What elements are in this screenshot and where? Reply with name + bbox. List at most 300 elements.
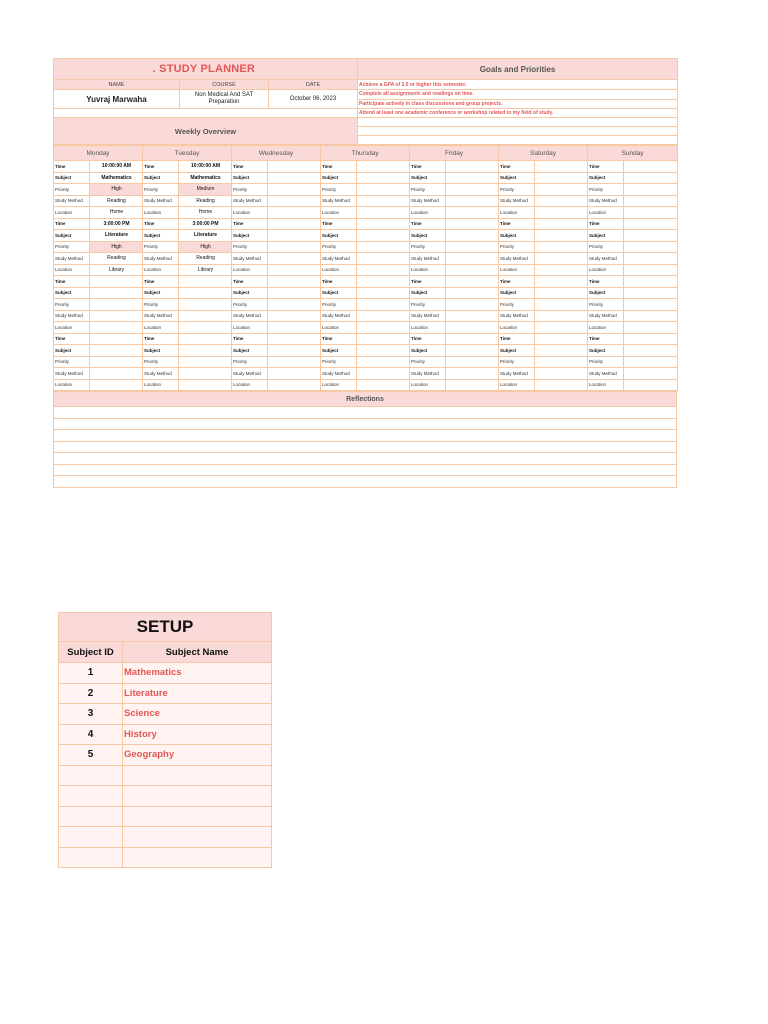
goal-item[interactable]: Complete all assignments and readings on time. <box>358 90 678 100</box>
field-label-subject: Subject <box>143 230 179 242</box>
thursday-priority-cell[interactable] <box>357 184 410 196</box>
field-label-location: Location <box>54 322 90 334</box>
saturday-location-cell[interactable] <box>535 264 588 276</box>
friday-location-cell[interactable] <box>446 207 499 219</box>
course-value[interactable]: Non Medical And SAT Preparation <box>180 90 269 109</box>
monday-location-cell[interactable]: Home <box>90 207 143 219</box>
tuesday-method-cell[interactable] <box>179 310 232 322</box>
field-label-time: Time <box>54 218 90 230</box>
field-label-time: Time <box>499 161 535 173</box>
thursday-method-cell[interactable] <box>357 195 410 207</box>
planner-header-table <box>53 58 678 145</box>
subject-id-cell[interactable] <box>59 765 123 786</box>
field-label-priority: Priority <box>499 184 535 196</box>
field-label-location: Location <box>232 264 268 276</box>
wednesday-location-cell[interactable] <box>268 379 321 391</box>
saturday-location-cell[interactable] <box>535 207 588 219</box>
monday-subject-cell[interactable]: Literature <box>90 230 143 242</box>
field-label-location: Location <box>588 207 624 219</box>
tuesday-time-cell[interactable]: 3:00:00 PM <box>179 218 232 230</box>
wednesday-subject-cell[interactable] <box>268 345 321 357</box>
setup-title: SETUP <box>59 613 272 642</box>
tuesday-time-cell[interactable]: 10:00:00 AM <box>179 161 232 173</box>
field-label-priority: Priority <box>321 241 357 253</box>
day-header-saturday: Saturday <box>499 146 588 161</box>
field-label-priority: Priority <box>143 241 179 253</box>
wednesday-time-cell[interactable] <box>268 218 321 230</box>
wednesday-method-cell[interactable] <box>268 195 321 207</box>
subject-name-cell[interactable] <box>123 765 272 786</box>
goals-title: Goals and Priorities <box>358 59 678 80</box>
subject-id-cell[interactable] <box>59 827 123 848</box>
field-label-time: Time <box>588 218 624 230</box>
saturday-method-cell[interactable] <box>535 195 588 207</box>
field-label-priority: Priority <box>499 241 535 253</box>
reflection-line[interactable] <box>54 453 677 465</box>
wednesday-subject-cell[interactable] <box>268 172 321 184</box>
field-label-time: Time <box>588 161 624 173</box>
subject-id-cell[interactable] <box>59 806 123 827</box>
reflection-line[interactable] <box>54 464 677 476</box>
sunday-method-cell[interactable] <box>624 310 678 322</box>
wednesday-time-cell[interactable] <box>268 161 321 173</box>
friday-priority-cell[interactable] <box>446 356 499 368</box>
field-label-method: Study Method <box>410 195 446 207</box>
reflection-line[interactable] <box>54 441 677 453</box>
friday-subject-cell[interactable] <box>446 287 499 299</box>
monday-time-cell[interactable]: 3:00:00 PM <box>90 218 143 230</box>
field-label-subject: Subject <box>54 230 90 242</box>
thursday-time-cell[interactable] <box>357 276 410 288</box>
field-label-subject: Subject <box>321 345 357 357</box>
tuesday-time-cell[interactable] <box>179 276 232 288</box>
field-label-time: Time <box>54 276 90 288</box>
field-label-location: Location <box>410 207 446 219</box>
monday-time-cell[interactable] <box>90 333 143 345</box>
subject-name-cell[interactable]: History <box>123 724 272 745</box>
thursday-method-cell[interactable] <box>357 368 410 380</box>
tuesday-subject-cell[interactable] <box>179 345 232 357</box>
field-label-location: Location <box>499 322 535 334</box>
monday-location-cell[interactable] <box>90 322 143 334</box>
saturday-priority-cell[interactable] <box>535 184 588 196</box>
friday-method-cell[interactable] <box>446 253 499 265</box>
monday-time-cell[interactable]: 10:00:00 AM <box>90 161 143 173</box>
wednesday-subject-cell[interactable] <box>268 230 321 242</box>
sunday-subject-cell[interactable] <box>624 345 678 357</box>
monday-method-cell[interactable]: Reading <box>90 195 143 207</box>
monday-priority-cell[interactable] <box>90 356 143 368</box>
monday-priority-cell[interactable]: High <box>90 241 143 253</box>
saturday-time-cell[interactable] <box>535 276 588 288</box>
subject-name-cell[interactable]: Literature <box>123 683 272 704</box>
sunday-subject-cell[interactable] <box>624 230 678 242</box>
field-label-method: Study Method <box>499 368 535 380</box>
field-label-time: Time <box>588 276 624 288</box>
field-label-subject: Subject <box>499 230 535 242</box>
field-label-time: Time <box>232 161 268 173</box>
field-label-subject: Subject <box>499 345 535 357</box>
subject-id-cell[interactable]: 1 <box>59 663 123 684</box>
field-label-location: Location <box>321 207 357 219</box>
friday-method-cell[interactable] <box>446 195 499 207</box>
field-label-location: Location <box>410 264 446 276</box>
goal-item-empty[interactable] <box>358 136 678 145</box>
field-label-method: Study Method <box>232 368 268 380</box>
field-label-subject: Subject <box>588 345 624 357</box>
field-label-time: Time <box>410 161 446 173</box>
thursday-method-cell[interactable] <box>357 310 410 322</box>
tuesday-location-cell[interactable] <box>179 322 232 334</box>
sunday-location-cell[interactable] <box>624 379 678 391</box>
monday-subject-cell[interactable] <box>90 345 143 357</box>
field-label-method: Study Method <box>588 195 624 207</box>
friday-time-cell[interactable] <box>446 276 499 288</box>
field-label-location: Location <box>588 264 624 276</box>
subject-name-cell[interactable] <box>123 847 272 868</box>
wednesday-method-cell[interactable] <box>268 310 321 322</box>
wednesday-method-cell[interactable] <box>268 253 321 265</box>
field-label-time: Time <box>54 333 90 345</box>
friday-location-cell[interactable] <box>446 322 499 334</box>
sunday-method-cell[interactable] <box>624 195 678 207</box>
friday-priority-cell[interactable] <box>446 241 499 253</box>
subject-name-cell[interactable] <box>123 827 272 848</box>
field-label-method: Study Method <box>321 253 357 265</box>
field-label-priority: Priority <box>54 241 90 253</box>
saturday-method-cell[interactable] <box>535 253 588 265</box>
field-label-method: Study Method <box>232 195 268 207</box>
day-header-sunday: Sunday <box>588 146 678 161</box>
field-label-location: Location <box>232 379 268 391</box>
goal-item[interactable]: Participate actively in class discussions and group projects. <box>358 99 678 109</box>
field-label-subject: Subject <box>54 172 90 184</box>
monday-time-cell[interactable] <box>90 276 143 288</box>
tuesday-method-cell[interactable] <box>179 368 232 380</box>
wednesday-location-cell[interactable] <box>268 264 321 276</box>
field-label-subject: Subject <box>143 172 179 184</box>
friday-method-cell[interactable] <box>446 368 499 380</box>
field-label-subject: Subject <box>321 172 357 184</box>
field-label-method: Study Method <box>499 195 535 207</box>
tuesday-time-cell[interactable] <box>179 333 232 345</box>
wednesday-priority-cell[interactable] <box>268 356 321 368</box>
field-label-time: Time <box>143 218 179 230</box>
field-label-time: Time <box>143 161 179 173</box>
weekly-schedule-table <box>53 145 678 391</box>
field-label-time: Time <box>410 333 446 345</box>
field-label-time: Time <box>321 218 357 230</box>
date-value[interactable]: October 06, 2023 <box>269 90 358 109</box>
field-label-time: Time <box>499 276 535 288</box>
thursday-method-cell[interactable] <box>357 253 410 265</box>
field-label-priority: Priority <box>588 299 624 311</box>
field-label-location: Location <box>410 322 446 334</box>
friday-time-cell[interactable] <box>446 161 499 173</box>
saturday-location-cell[interactable] <box>535 322 588 334</box>
monday-method-cell[interactable] <box>90 310 143 322</box>
tuesday-subject-cell[interactable] <box>179 287 232 299</box>
field-label-location: Location <box>321 322 357 334</box>
monday-method-cell[interactable]: Reading <box>90 253 143 265</box>
thursday-subject-cell[interactable] <box>357 230 410 242</box>
field-label-method: Study Method <box>143 368 179 380</box>
goal-item[interactable]: Achieve a GPA of 3.5 or higher this semester. <box>358 80 678 90</box>
goal-item-empty[interactable] <box>358 127 678 136</box>
sunday-location-cell[interactable] <box>624 322 678 334</box>
sunday-time-cell[interactable] <box>624 333 678 345</box>
sunday-priority-cell[interactable] <box>624 299 678 311</box>
subject-name-cell[interactable]: Mathematics <box>123 663 272 684</box>
tuesday-location-cell[interactable]: Home <box>179 207 232 219</box>
reflection-line[interactable] <box>54 407 677 419</box>
field-label-method: Study Method <box>499 253 535 265</box>
field-label-method: Study Method <box>588 368 624 380</box>
tuesday-priority-cell[interactable]: Medium <box>179 184 232 196</box>
field-label-priority: Priority <box>410 241 446 253</box>
field-label-method: Study Method <box>143 195 179 207</box>
field-label-method: Study Method <box>54 368 90 380</box>
field-label-priority: Priority <box>54 184 90 196</box>
field-label-priority: Priority <box>54 356 90 368</box>
field-label-time: Time <box>321 276 357 288</box>
tuesday-subject-cell[interactable]: Literature <box>179 230 232 242</box>
field-label-method: Study Method <box>321 368 357 380</box>
field-label-time: Time <box>232 218 268 230</box>
subject-name-cell[interactable]: Science <box>123 704 272 725</box>
field-label-location: Location <box>54 264 90 276</box>
field-label-method: Study Method <box>54 195 90 207</box>
goal-item-empty[interactable] <box>358 118 678 127</box>
monday-priority-cell[interactable]: High <box>90 184 143 196</box>
name-value[interactable]: Yuvraj Marwaha <box>54 90 180 109</box>
tuesday-priority-cell[interactable]: High <box>179 241 232 253</box>
tuesday-priority-cell[interactable] <box>179 299 232 311</box>
wednesday-priority-cell[interactable] <box>268 241 321 253</box>
reflection-line[interactable] <box>54 418 677 430</box>
sunday-priority-cell[interactable] <box>624 241 678 253</box>
monday-location-cell[interactable]: Library <box>90 264 143 276</box>
thursday-priority-cell[interactable] <box>357 241 410 253</box>
field-label-location: Location <box>588 379 624 391</box>
field-label-location: Location <box>588 322 624 334</box>
saturday-priority-cell[interactable] <box>535 356 588 368</box>
field-label-priority: Priority <box>588 241 624 253</box>
field-label-priority: Priority <box>588 356 624 368</box>
saturday-time-cell[interactable] <box>535 333 588 345</box>
wednesday-priority-cell[interactable] <box>268 184 321 196</box>
sunday-method-cell[interactable] <box>624 368 678 380</box>
day-header-friday: Friday <box>410 146 499 161</box>
field-label-subject: Subject <box>232 287 268 299</box>
field-label-method: Study Method <box>410 310 446 322</box>
planner-title: .⁠⁠⁠⁠ STUDY PLANNER ⁠⁠⁠⁠⁠ <box>54 59 358 80</box>
field-label-method: Study Method <box>232 253 268 265</box>
field-label-location: Location <box>232 207 268 219</box>
subject-name-header: Subject Name <box>123 642 272 663</box>
thursday-location-cell[interactable] <box>357 207 410 219</box>
saturday-subject-cell[interactable] <box>535 287 588 299</box>
sunday-location-cell[interactable] <box>624 264 678 276</box>
field-label-subject: Subject <box>410 172 446 184</box>
monday-subject-cell[interactable]: Mathematics <box>90 172 143 184</box>
friday-priority-cell[interactable] <box>446 299 499 311</box>
sunday-location-cell[interactable] <box>624 207 678 219</box>
field-label-location: Location <box>499 207 535 219</box>
sunday-method-cell[interactable] <box>624 253 678 265</box>
sunday-subject-cell[interactable] <box>624 287 678 299</box>
wednesday-time-cell[interactable] <box>268 276 321 288</box>
tuesday-method-cell[interactable]: Reading <box>179 195 232 207</box>
sunday-time-cell[interactable] <box>624 218 678 230</box>
field-label-method: Study Method <box>588 310 624 322</box>
field-label-location: Location <box>143 379 179 391</box>
field-label-location: Location <box>499 264 535 276</box>
saturday-method-cell[interactable] <box>535 368 588 380</box>
monday-method-cell[interactable] <box>90 368 143 380</box>
tuesday-location-cell[interactable]: Library <box>179 264 232 276</box>
field-label-method: Study Method <box>143 253 179 265</box>
field-label-subject: Subject <box>499 287 535 299</box>
field-label-subject: Subject <box>143 287 179 299</box>
thursday-subject-cell[interactable] <box>357 287 410 299</box>
wednesday-subject-cell[interactable] <box>268 287 321 299</box>
field-label-method: Study Method <box>54 310 90 322</box>
saturday-location-cell[interactable] <box>535 379 588 391</box>
monday-priority-cell[interactable] <box>90 299 143 311</box>
wednesday-location-cell[interactable] <box>268 207 321 219</box>
field-label-time: Time <box>321 333 357 345</box>
field-label-subject: Subject <box>232 230 268 242</box>
field-label-method: Study Method <box>321 310 357 322</box>
wednesday-location-cell[interactable] <box>268 322 321 334</box>
saturday-time-cell[interactable] <box>535 161 588 173</box>
field-label-time: Time <box>588 333 624 345</box>
field-label-priority: Priority <box>143 356 179 368</box>
thursday-time-cell[interactable] <box>357 161 410 173</box>
friday-subject-cell[interactable] <box>446 230 499 242</box>
thursday-time-cell[interactable] <box>357 218 410 230</box>
field-label-priority: Priority <box>54 299 90 311</box>
field-label-location: Location <box>54 207 90 219</box>
friday-subject-cell[interactable] <box>446 345 499 357</box>
sunday-time-cell[interactable] <box>624 161 678 173</box>
sunday-time-cell[interactable] <box>624 276 678 288</box>
subject-id-cell[interactable] <box>59 786 123 807</box>
tuesday-subject-cell[interactable]: Mathematics <box>179 172 232 184</box>
field-label-location: Location <box>143 264 179 276</box>
field-label-time: Time <box>410 276 446 288</box>
tuesday-priority-cell[interactable] <box>179 356 232 368</box>
field-label-priority: Priority <box>232 356 268 368</box>
thursday-subject-cell[interactable] <box>357 345 410 357</box>
field-label-time: Time <box>321 161 357 173</box>
subject-name-cell[interactable]: Geography <box>123 745 272 766</box>
field-label-method: Study Method <box>410 368 446 380</box>
thursday-location-cell[interactable] <box>357 379 410 391</box>
subject-id-cell[interactable]: 5 <box>59 745 123 766</box>
reflection-line[interactable] <box>54 430 677 442</box>
field-label-time: Time <box>143 276 179 288</box>
sunday-subject-cell[interactable] <box>624 172 678 184</box>
sunday-priority-cell[interactable] <box>624 184 678 196</box>
thursday-time-cell[interactable] <box>357 333 410 345</box>
tuesday-method-cell[interactable]: Reading <box>179 253 232 265</box>
thursday-location-cell[interactable] <box>357 322 410 334</box>
day-header-wednesday: Wednesday <box>232 146 321 161</box>
saturday-time-cell[interactable] <box>535 218 588 230</box>
friday-location-cell[interactable] <box>446 264 499 276</box>
subject-id-cell[interactable] <box>59 847 123 868</box>
field-label-priority: Priority <box>499 356 535 368</box>
monday-subject-cell[interactable] <box>90 287 143 299</box>
monday-location-cell[interactable] <box>90 379 143 391</box>
name-label: NAME <box>54 80 180 90</box>
wednesday-time-cell[interactable] <box>268 333 321 345</box>
subject-id-header: Subject ID <box>59 642 123 663</box>
day-header-monday: Monday <box>54 146 143 161</box>
friday-method-cell[interactable] <box>446 310 499 322</box>
subject-name-cell[interactable] <box>123 786 272 807</box>
saturday-priority-cell[interactable] <box>535 241 588 253</box>
wednesday-method-cell[interactable] <box>268 368 321 380</box>
field-label-time: Time <box>499 218 535 230</box>
field-label-subject: Subject <box>588 230 624 242</box>
field-label-subject: Subject <box>143 345 179 357</box>
friday-priority-cell[interactable] <box>446 184 499 196</box>
field-label-priority: Priority <box>410 184 446 196</box>
saturday-priority-cell[interactable] <box>535 299 588 311</box>
thursday-location-cell[interactable] <box>357 264 410 276</box>
thursday-priority-cell[interactable] <box>357 299 410 311</box>
friday-subject-cell[interactable] <box>446 172 499 184</box>
subject-name-cell[interactable] <box>123 806 272 827</box>
thursday-subject-cell[interactable] <box>357 172 410 184</box>
sunday-priority-cell[interactable] <box>624 356 678 368</box>
subject-id-cell[interactable]: 4 <box>59 724 123 745</box>
field-label-priority: Priority <box>321 356 357 368</box>
goal-item[interactable]: Attend at least one academic conference or workshop related to my field of study. <box>358 109 678 118</box>
field-label-time: Time <box>499 333 535 345</box>
saturday-subject-cell[interactable] <box>535 230 588 242</box>
subject-id-cell[interactable]: 3 <box>59 704 123 725</box>
field-label-location: Location <box>410 379 446 391</box>
field-label-subject: Subject <box>499 172 535 184</box>
reflection-line[interactable] <box>54 476 677 488</box>
subject-id-cell[interactable]: 2 <box>59 683 123 704</box>
field-label-subject: Subject <box>410 230 446 242</box>
field-label-location: Location <box>143 322 179 334</box>
field-label-priority: Priority <box>321 299 357 311</box>
wednesday-priority-cell[interactable] <box>268 299 321 311</box>
field-label-location: Location <box>499 379 535 391</box>
field-label-time: Time <box>143 333 179 345</box>
field-label-priority: Priority <box>410 356 446 368</box>
field-label-method: Study Method <box>232 310 268 322</box>
saturday-method-cell[interactable] <box>535 310 588 322</box>
tuesday-location-cell[interactable] <box>179 379 232 391</box>
saturday-subject-cell[interactable] <box>535 172 588 184</box>
friday-location-cell[interactable] <box>446 379 499 391</box>
saturday-subject-cell[interactable] <box>535 345 588 357</box>
reflections-table <box>53 391 677 488</box>
thursday-priority-cell[interactable] <box>357 356 410 368</box>
friday-time-cell[interactable] <box>446 333 499 345</box>
friday-time-cell[interactable] <box>446 218 499 230</box>
field-label-method: Study Method <box>410 253 446 265</box>
field-label-subject: Subject <box>588 172 624 184</box>
field-label-time: Time <box>54 161 90 173</box>
